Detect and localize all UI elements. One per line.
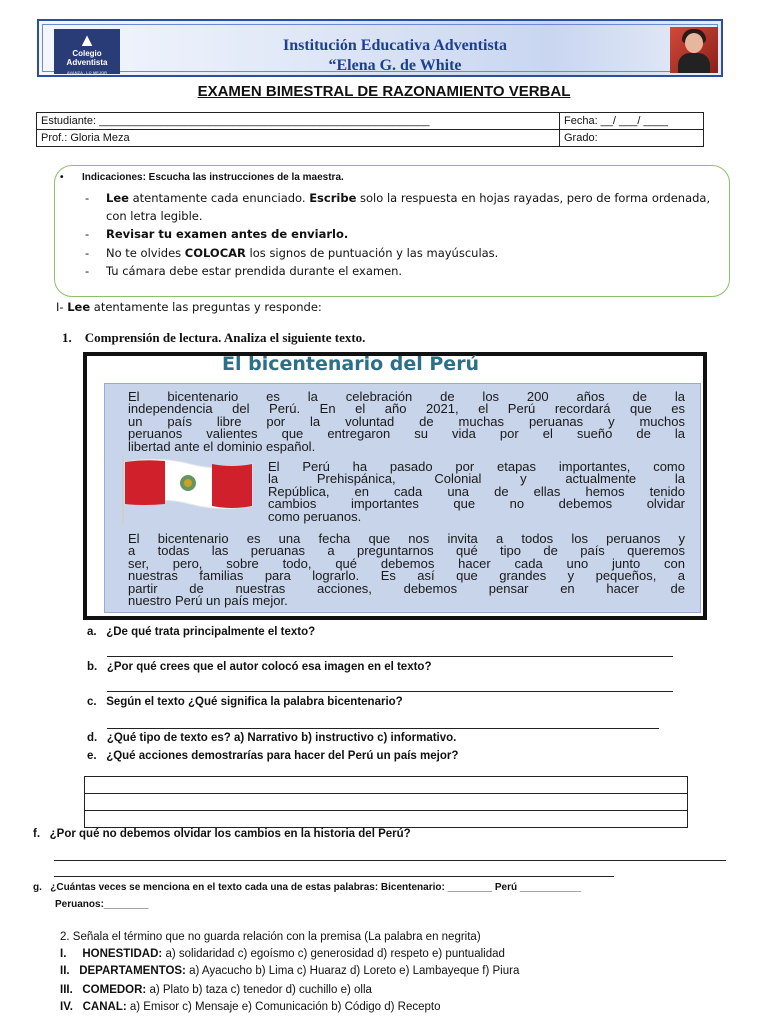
reading-line: ser, pero, sobre todo, qué debemos hacer cada uno junto con [128,555,685,571]
answer-line[interactable] [107,656,673,657]
instruction-item: - Tu cámara debe estar prendida durante el examen. [85,264,403,278]
question-c: c. Según el texto ¿Qué significa la palabra bicentenario? [87,696,403,708]
answer-grid[interactable] [84,776,688,828]
institution-line2: “Elena G. de White [328,57,462,74]
section2-row-1: I. HONESTIDAD: a) solidaridad c) egoísmo c) generosidad d) respeto e) puntualidad [60,948,505,960]
answer-line[interactable] [54,860,726,861]
reading-line: la Prehispánica, Colonial y actualmente la [268,471,685,487]
date-field[interactable]: Fecha: __/ ___/ ____ [560,113,704,130]
question-f: f. ¿Por qué no debemos olvidar los cambios en la historia del Perú? [33,828,411,840]
section2-row-3: III. COMEDOR: a) Plato b) taza c) tenedor d) cuchillo e) olla [60,984,372,996]
question1-heading: 1. Comprensión de lectura. Analiza el siguiente texto. [62,330,366,345]
reading-paragraph-1 [128,391,685,453]
reading-line: libertad ante el dominio español. [128,438,316,454]
reading-line: nuestras familias para lograrlo. Es así que grandes y pequeños, a [128,568,685,584]
reading-title: El bicentenario del Perú [222,353,480,375]
student-info-table [36,112,704,147]
teacher-field: Prof.: Gloria Meza [37,130,560,147]
question-d: d. ¿Qué tipo de texto es? a) Narrativo b) instructivo c) informativo. [87,732,457,744]
reading-line: El Perú ha pasado por etapas importantes, como [268,459,685,474]
question-a: a. ¿De qué trata principalmente el texto? [87,626,316,638]
school-logo [54,29,120,74]
question-g: g. ¿Cuántas veces se menciona en el texto cada una de estas palabras: Bicentenario: ________ Perú ___________ [33,882,582,893]
instruction-item: con letra legible. [106,209,203,223]
logo-mark-icon: ▲ [78,30,96,50]
grade-field[interactable]: Grado: [560,130,704,147]
institution-name [180,36,610,76]
section1-heading: I- Lee atentamente las preguntas y responde: [56,300,322,314]
exam-title: EXAMEN BIMESTRAL DE RAZONAMIENTO VERBAL [197,83,571,100]
instruction-item: - Revisar tu examen antes de enviarlo. [85,227,349,241]
instructions-heading: • Indicaciones: Escucha las instrucciones de la maestra. [60,172,344,183]
portrait-photo [670,27,718,73]
reading-line: independencia del Perú. En el año 2021, el Perú recordará que es [128,401,685,417]
student-field[interactable]: Estudiante: ______________________________________________________ [37,113,560,130]
question-e: e. ¿Qué acciones demostrarías para hacer del Perú un país mejor? [87,750,459,762]
reading-line: El bicentenario es una fecha que nos invita a todos los peruanos y [128,531,685,546]
answer-line[interactable] [107,691,673,692]
instruction-item: - Lee atentamente cada enunciado. Escribe solo la respuesta en hojas rayadas, pero de forma ordenada, [85,191,711,205]
section2-heading: 2. Señala el término que no guarda relación con la premisa (La palabra en negrita) [60,931,481,943]
reading-line: cambios importantes que no debemos olvidar [268,496,685,512]
reading-line: República, en cada una de ellas hemos tenido [268,483,685,499]
reading-line: a todas las peruanas a preguntarnos qué tipo de país queremos [128,543,685,559]
answer-line[interactable] [54,876,614,877]
reading-line: peruanos valientes que entregaron su vida por el sueño de la [128,426,685,442]
question-g-cont: Peruanos:________ [55,899,149,910]
section2-row-4: IV. CANAL: a) Emisor c) Mensaje e) Comunicación b) Código d) Recepto [60,1001,441,1013]
answer-line[interactable] [107,728,659,729]
reading-paragraph-3 [128,533,685,607]
question-b: b. ¿Por qué crees que el autor colocó esa imagen en el texto? [87,661,432,673]
logo-line1: Colegio [72,49,102,58]
logo-line2: Adventista [66,58,108,67]
reading-line: un país libre por la voluntad de muchas peruanas y muchos [128,413,685,429]
logo-line3: AVANZA . LO MEJOR [66,70,108,75]
institution-line1: Institución Educativa Adventista [282,37,508,54]
reading-paragraph-2 [268,461,685,523]
instruction-item: - No te olvides COLOCAR los signos de puntuación y las mayúsculas. [85,246,499,260]
section2-row-2: II. DEPARTAMENTOS: a) Ayacucho b) Lima c) Huaraz d) Loreto e) Lambayeque f) Piura [60,965,520,977]
peru-flag-icon [120,456,256,524]
reading-line: nuestro Perú un país mejor. [128,593,288,609]
reading-line: El bicentenario es la celebración de los 200 años de la [128,389,685,404]
reading-line: partir de nuestras acciones, debemos pensar en hacer de [128,580,685,596]
reading-line: como peruanos. [268,508,362,524]
